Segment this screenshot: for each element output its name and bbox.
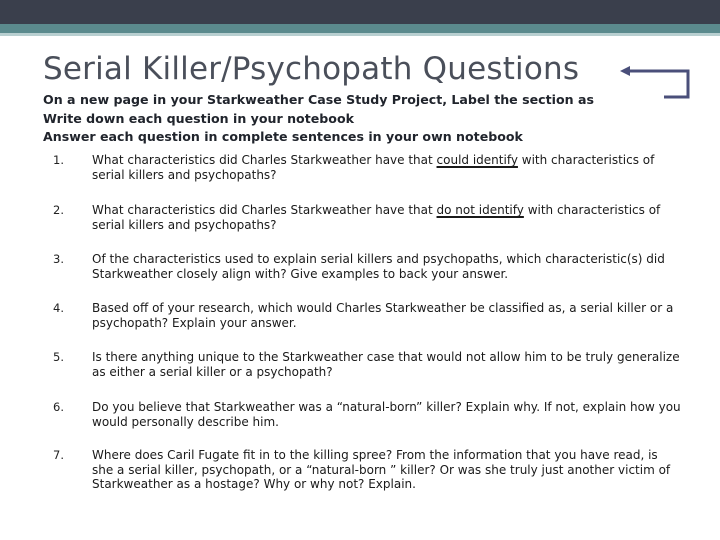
question-text: Of the characteristics used to explain serial killers and psychopaths, which characteristic(s) did Starkweather closely align with? Give examples to back your answer. bbox=[92, 252, 665, 281]
question-text: Where does Caril Fugate fit in to the killing spree? From the information that you have read, is she a serial killer, psychopath, or a “natural-born ” killer? Or was she truly just another victim of Starkweather as a hostage? Why or why not? Explain. bbox=[92, 448, 671, 492]
question-text: What characteristics did Charles Starkweather have that do not identify with characteristics of serial killers and psychopaths? bbox=[92, 203, 661, 232]
instruction-line: On a new page in your Starkweather Case Study Project, Label the section as bbox=[43, 92, 594, 107]
question-number: 2. bbox=[53, 203, 64, 217]
question-number: 3. bbox=[53, 252, 64, 266]
question-number: 6. bbox=[53, 400, 64, 414]
underlined-phrase: do not identify bbox=[436, 203, 524, 217]
underlined-phrase: could identify bbox=[436, 153, 518, 167]
header-bar-teal bbox=[0, 24, 720, 33]
question-text: Is there anything unique to the Starkweather case that would not allow him to be truly generalize as either a serial killer or a psychopath? bbox=[92, 350, 680, 379]
instruction-line: Answer each question in complete sentences in your own notebook bbox=[43, 129, 523, 144]
question-text: Do you believe that Starkweather was a “natural-born” killer? Explain why. If not, explain how you would personally describe him. bbox=[92, 400, 681, 429]
header-bar-dark bbox=[0, 0, 720, 24]
question-text: Based off of your research, which would Charles Starkweather be classified as, a serial killer or a psychopath? Explain your answer. bbox=[92, 301, 674, 330]
instructions bbox=[43, 91, 594, 147]
question-text: What characteristics did Charles Starkweather have that could identify with characteristics of serial killers and psychopaths? bbox=[92, 153, 655, 182]
question-number: 1. bbox=[53, 153, 64, 167]
question-number: 4. bbox=[53, 301, 64, 315]
question-number: 7. bbox=[53, 448, 64, 462]
return-arrow-icon bbox=[620, 60, 700, 100]
instruction-line: Write down each question in your notebook bbox=[43, 110, 354, 126]
header-bar-light bbox=[0, 33, 720, 36]
page-title: Serial Killer/Psychopath Questions bbox=[43, 51, 580, 87]
question-number: 5. bbox=[53, 350, 64, 364]
